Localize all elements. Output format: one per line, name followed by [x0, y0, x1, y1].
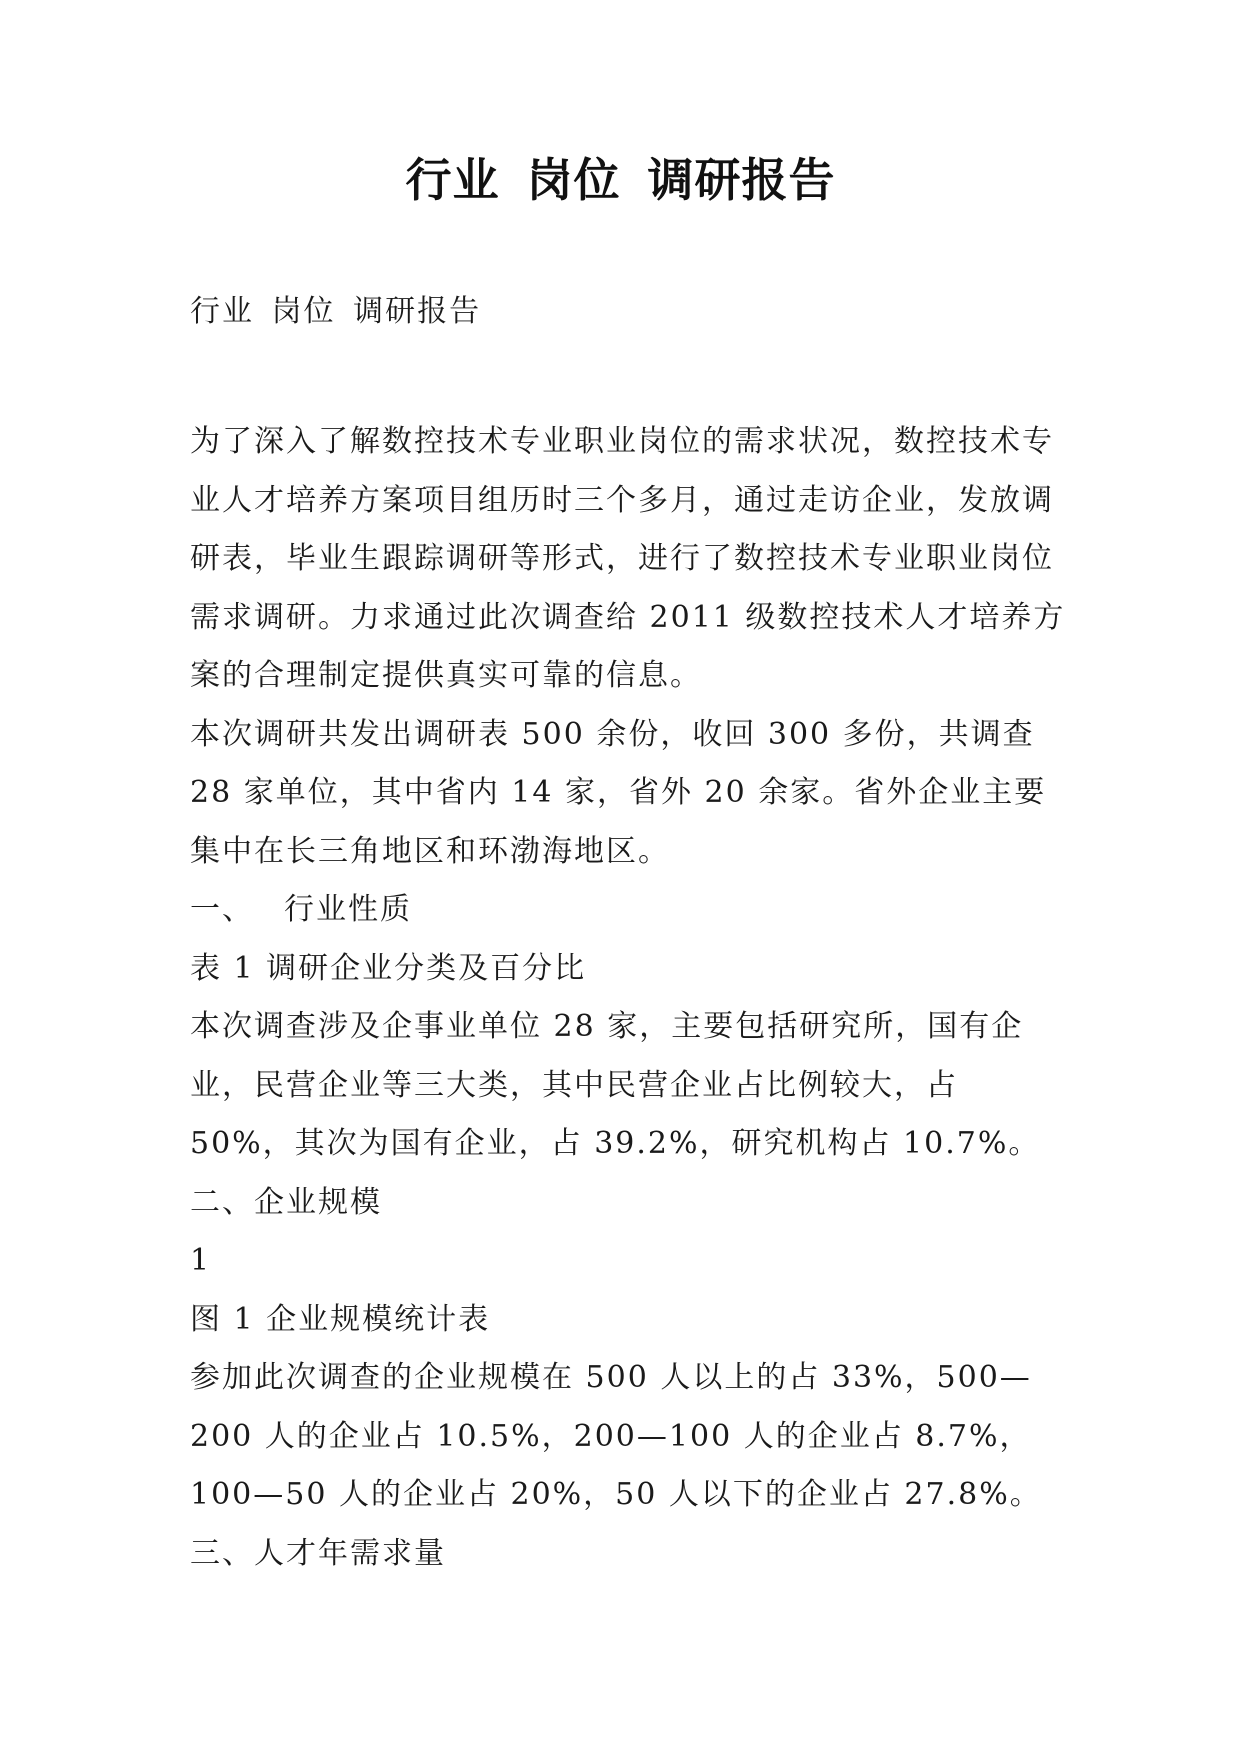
- section-heading-number: 一、: [190, 892, 254, 927]
- intro-paragraph: 为了深入了解数控技术专业职业岗位的需求状况，数控技术专业人才培养方案项目组历时三个多月，通过走访企业，发放调研表，毕业生跟踪调研等形式，进行了数控技术专业职业岗位需求调研。力求通过此次调查给 2011 级数控技术人才培养方案的合理制定提供真实可靠的信息。: [190, 424, 1066, 693]
- section-heading-text: 行业性质: [284, 892, 412, 927]
- page-marker: 1: [190, 1243, 212, 1278]
- section-heading-scale: 二、企业规模: [190, 1184, 382, 1220]
- industry-paragraph: 本次调查涉及企事业单位 28 家，主要包括研究所，国有企业，民营企业等三大类，其中民营企业占比例较大，占 50%，其次为国有企业，占 39.2%，研究机构占 10.7%。: [190, 1009, 1041, 1161]
- document-body: [190, 413, 1070, 1583]
- table-caption: 表 1 调研企业分类及百分比: [190, 950, 587, 986]
- section-heading-industry: [190, 881, 1070, 940]
- section-heading-demand: 三、人才年需求量: [190, 1535, 446, 1571]
- scale-paragraph: 参加此次调查的企业规模在 500 人以上的占 33%，500—200 人的企业占 10.5%，200—100 人的企业占 8.7%，100—50 人的企业占 20%，50 人以下的企业占 27.8%。: [190, 1360, 1042, 1512]
- survey-summary-paragraph: 本次调研共发出调研表 500 余份，收回 300 多份，共调查 28 家单位，其中省内 14 家，省外 20 余家。省外企业主要集中在长三角地区和环渤海地区。: [190, 716, 1047, 869]
- figure-caption: 图 1 企业规模统计表: [190, 1301, 491, 1337]
- document-title: 行业 岗位 调研报告: [405, 153, 836, 207]
- document-subtitle: 行业 岗位 调研报告: [190, 294, 482, 329]
